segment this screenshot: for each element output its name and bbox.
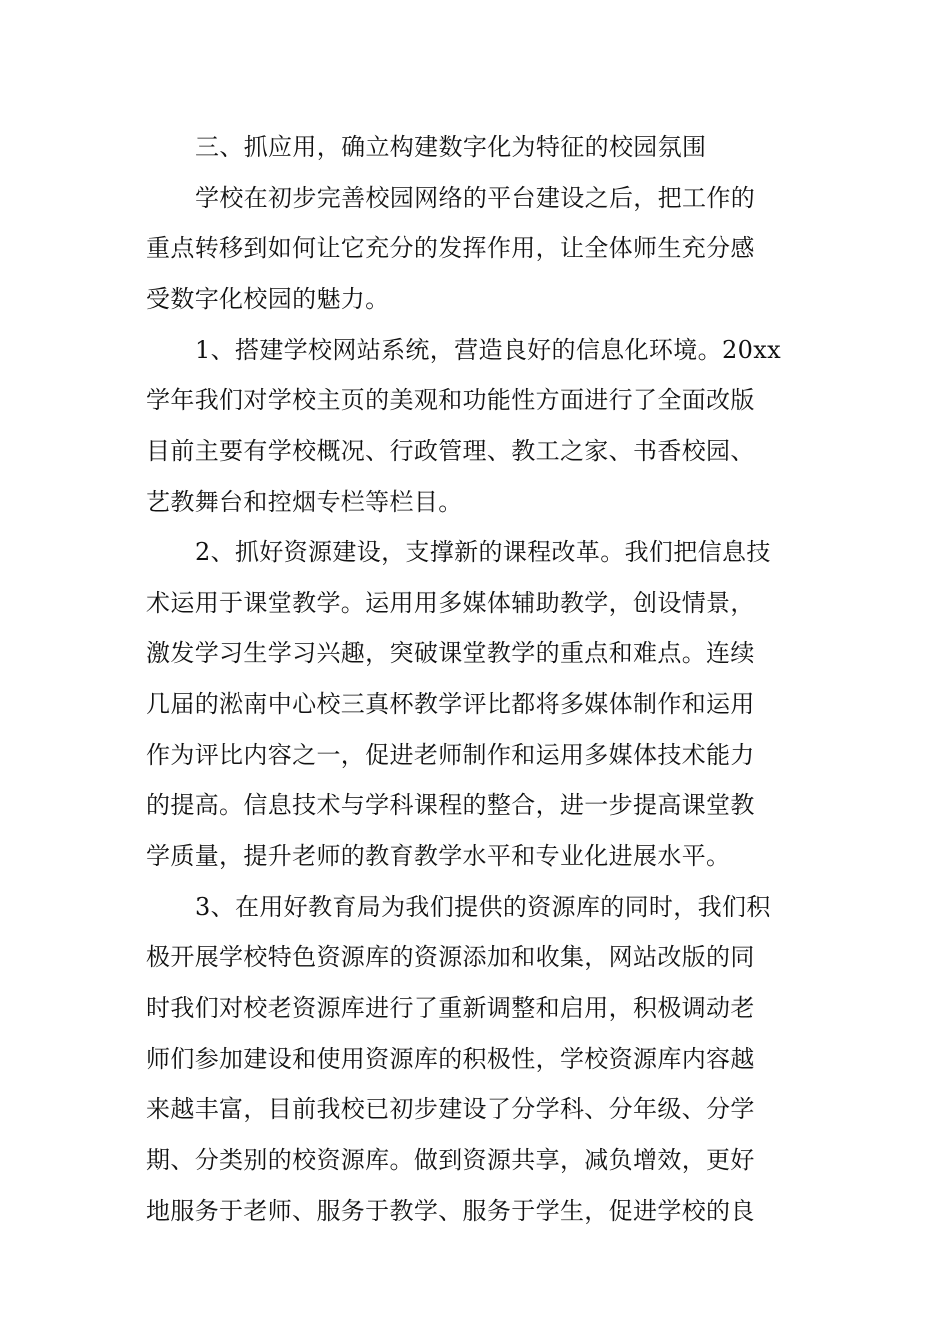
paragraph-line: 重点转移到如何让它充分的发挥作用，让全体师生充分感 [146, 234, 755, 262]
paragraph-line: 的提高。信息技术与学科课程的整合，进一步提高课堂教 [146, 791, 755, 819]
paragraph-line: 激发学习生学习兴趣，突破课堂教学的重点和难点。连续 [146, 639, 755, 667]
paragraph-line: 地服务于老师、服务于教学、服务于学生，促进学校的良 [146, 1197, 755, 1225]
paragraph-line: 术运用于课堂教学。运用用多媒体辅助教学，创设情景， [146, 589, 755, 617]
paragraph-line: 2、抓好资源建设，支撑新的课程改革。我们把信息技 [195, 538, 771, 566]
paragraph-line: 受数字化校园的魅力。 [146, 285, 390, 313]
section-heading: 三、抓应用，确立构建数字化为特征的校园氛围 [195, 133, 707, 161]
paragraph-line: 来越丰富，目前我校已初步建设了分学科、分年级、分学 [146, 1095, 755, 1123]
paragraph-line: 期、分类别的校资源库。做到资源共享，减负增效，更好 [146, 1146, 755, 1174]
paragraph-line: 目前主要有学校概况、行政管理、教工之家、书香校园、 [146, 437, 755, 465]
paragraph-line: 3、在用好教育局为我们提供的资源库的同时，我们积 [195, 893, 771, 921]
paragraph-line: 1、搭建学校网站系统，营造良好的信息化环境。20xx [195, 336, 781, 364]
paragraph-line: 极开展学校特色资源库的资源添加和收集，网站改版的同 [146, 943, 755, 971]
paragraph-line: 作为评比内容之一，促进老师制作和运用多媒体技术能力 [146, 741, 755, 769]
paragraph-line: 时我们对校老资源库进行了重新调整和启用，积极调动老 [146, 994, 755, 1022]
paragraph-line: 学年我们对学校主页的美观和功能性方面进行了全面改版 [146, 386, 755, 414]
paragraph-line: 几届的淞南中心校三真杯教学评比都将多媒体制作和运用 [146, 690, 755, 718]
paragraph-line: 艺教舞台和控烟专栏等栏目。 [146, 488, 463, 516]
paragraph-line: 师们参加建设和使用资源库的积极性，学校资源库内容越 [146, 1045, 755, 1073]
paragraph-line: 学校在初步完善校园网络的平台建设之后，把工作的 [195, 184, 756, 212]
paragraph-line: 学质量，提升老师的教育教学水平和专业化进展水平。 [146, 842, 731, 870]
